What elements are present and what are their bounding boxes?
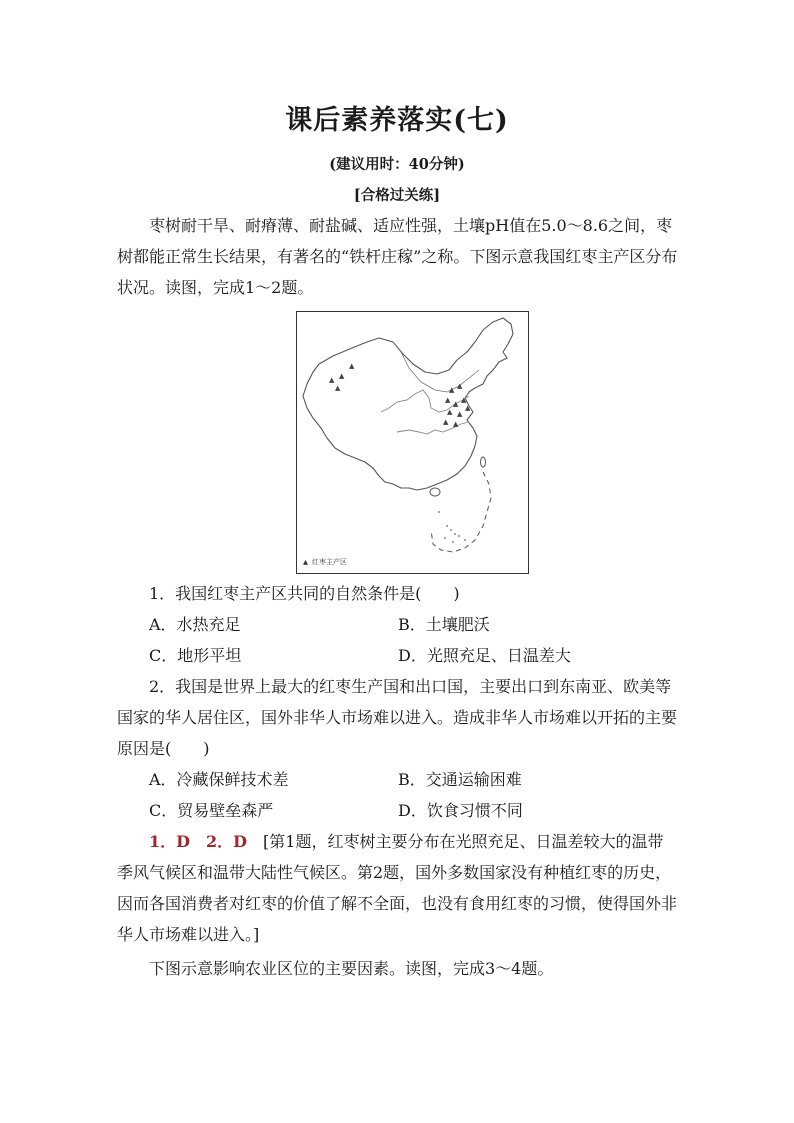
- date-region-markers: [329, 362, 471, 428]
- question-2-option-b: B．交通运输困难: [398, 770, 522, 789]
- svg-text:▲: ▲: [445, 396, 451, 404]
- question-2-stem: 2．我国是世界上最大的红枣生产国和出口国，主要出口到东南亚、欧美等国家的华人居住区，国外非华人市场难以进入。造成非华人市场难以开拓的主要原因是( ): [117, 677, 678, 758]
- svg-text:▲: ▲: [329, 376, 335, 384]
- svg-text:▲: ▲: [349, 362, 355, 370]
- hainan-island: [430, 488, 440, 496]
- inner-boundary: [393, 342, 479, 392]
- question-1-option-c: C．地形平坦: [149, 646, 242, 665]
- svg-text:▲: ▲: [457, 410, 463, 418]
- question-1-option-b: B．土壤肥沃: [398, 615, 490, 634]
- intro-paragraph: 枣树耐干旱、耐瘠薄、耐盐碱、适应性强，土壤pH值在5.0～8.6之间，枣树都能正常生长结果，有著名的“铁杆庄稼”之称。下图示意我国红枣主产区分布状况。读图，完成1～2题。: [117, 216, 678, 297]
- question-1-stem: 1．我国红枣主产区共同的自然条件是( ): [149, 584, 460, 603]
- svg-text:▲: ▲: [453, 400, 459, 408]
- svg-text:▲: ▲: [447, 408, 453, 416]
- svg-text:▲: ▲: [457, 382, 463, 390]
- page-title: 课后素养落实(七): [285, 105, 509, 136]
- section-heading: [合格过关练]: [353, 187, 441, 204]
- china-outline-map: [297, 312, 528, 573]
- red-date-map: [296, 311, 529, 574]
- question-2-option-c: C．贸易壁垒森严: [149, 801, 274, 820]
- legend-symbol: ▲: [303, 558, 308, 566]
- question-2-option-d: D．饮食习惯不同: [398, 801, 523, 820]
- answer-explanation: [117, 826, 679, 950]
- answer-text: [第1题，红枣树主要分布在光照充足、日温差较大的温带季风气候区和温带大陆性气候区。第2题，国外多数国家没有种植红枣的历史，因而各国消费者对红枣的价值了解不全面，也没有食用红枣的习惯，使得国外非华人市场难以进入。]: [117, 832, 678, 944]
- svg-text:▲: ▲: [339, 372, 345, 380]
- svg-text:▲: ▲: [335, 384, 341, 392]
- question-2-option-a: A．冷藏保鲜技术差: [149, 770, 289, 789]
- taiwan-island: [481, 457, 486, 467]
- svg-text:▲: ▲: [449, 386, 455, 394]
- svg-text:▲: ▲: [461, 396, 467, 404]
- svg-text:▲: ▲: [453, 420, 459, 428]
- time-suggestion: (建议用时：40分钟): [329, 156, 465, 173]
- legend-label: 红枣主产区: [312, 558, 347, 566]
- next-intro: 下图示意影响农业区位的主要因素。读图，完成3～4题。: [149, 959, 554, 978]
- question-1-option-a: A．水热充足: [149, 615, 241, 634]
- question-1-option-d: D．光照充足、日温差大: [398, 646, 571, 665]
- south-sea-islands: [438, 511, 466, 543]
- maritime-boundary: [431, 472, 491, 552]
- china-border: [303, 318, 513, 490]
- svg-text:▲: ▲: [443, 418, 449, 426]
- answer-key: 1．D 2．D: [149, 832, 248, 851]
- svg-text:▲: ▲: [465, 404, 471, 412]
